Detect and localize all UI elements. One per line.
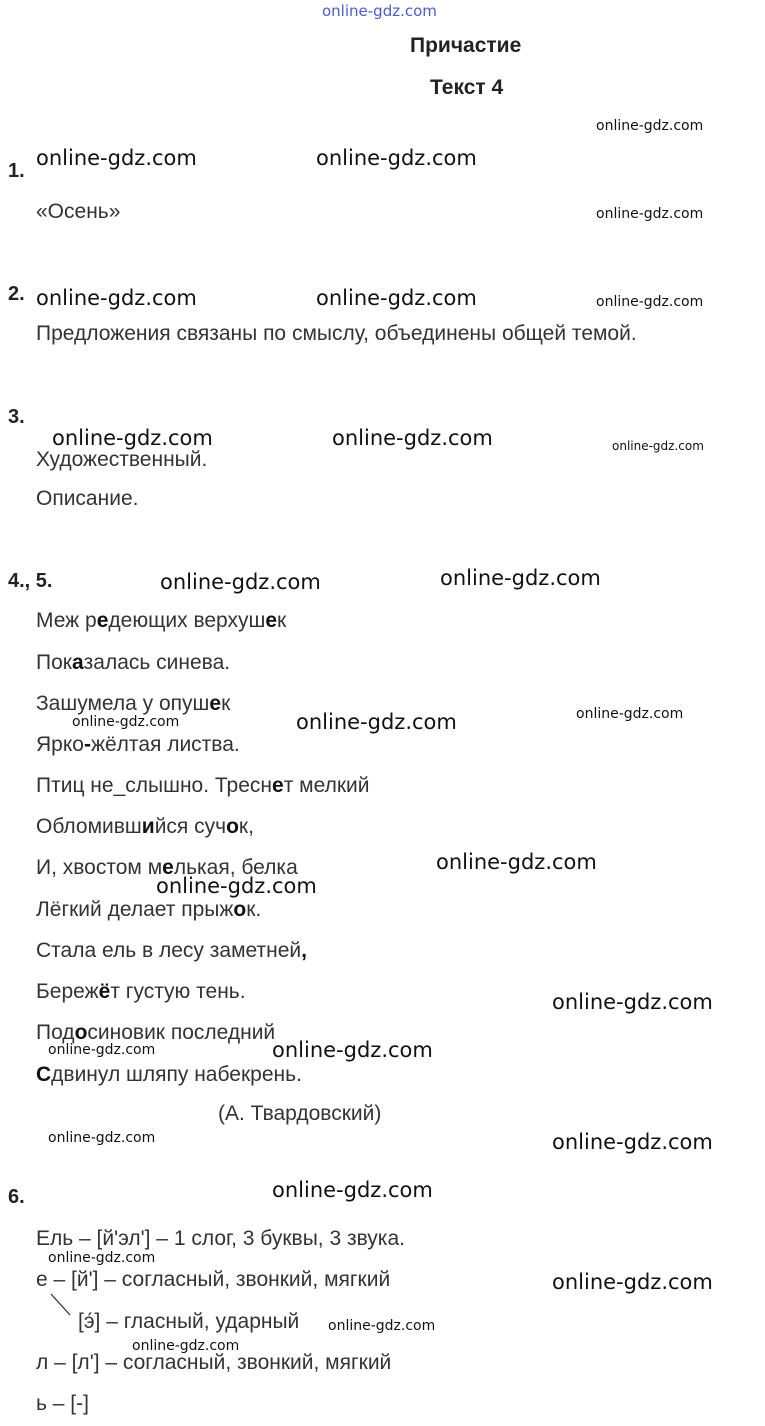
watermark: online-gdz.com — [272, 1178, 433, 1202]
task-2-answer: Предложения связаны по смыслу, объединены общей темой. — [36, 322, 637, 345]
poem-line: Меж редеющих верхушек — [36, 609, 287, 632]
poem-line: И, хвостом мелькая, белка — [36, 856, 298, 879]
task-number-2: 2. — [8, 283, 25, 305]
task-number-6: 6. — [8, 1186, 25, 1208]
watermark: online-gdz.com — [36, 146, 197, 170]
watermark: online-gdz.com — [52, 426, 213, 450]
watermark: online-gdz.com — [36, 286, 197, 310]
poem-line: Сдвинул шляпу набекрень. — [36, 1063, 302, 1086]
watermark: online-gdz.com — [552, 990, 713, 1014]
poem-line: Зашумела у опушек — [36, 692, 231, 715]
phonetic-l: л – [л'] – согласный, звонкий, мягкий — [36, 1351, 392, 1374]
watermark: online-gdz.com — [332, 426, 493, 450]
watermark: online-gdz.com — [552, 1270, 713, 1294]
watermark: online-gdz.com — [296, 710, 457, 734]
poem-author: (А. Твардовский) — [218, 1102, 382, 1125]
task-number-1: 1. — [8, 160, 25, 182]
phonetic-e-consonant: е – [й'] – согласный, звонкий, мягкий — [36, 1268, 391, 1291]
task-number-4-5: 4., 5. — [8, 570, 53, 592]
watermark: online-gdz.com — [272, 1038, 433, 1062]
poem-line: Ярко-жёлтая листва. — [36, 733, 240, 756]
page-title: Причастие — [410, 34, 522, 57]
poem-line: Лёгкий делает прыжок. — [36, 898, 262, 921]
watermark: online-gdz.com — [156, 874, 317, 898]
watermark: online-gdz.com — [132, 1338, 240, 1354]
watermark: online-gdz.com — [596, 206, 704, 222]
watermark: online-gdz.com — [316, 146, 477, 170]
phonetic-e-vowel: [э́] – гласный, ударный — [78, 1310, 300, 1333]
watermark: online-gdz.com — [48, 1042, 156, 1058]
page-subtitle: Текст 4 — [430, 76, 504, 99]
task-3-style: Художественный. — [36, 448, 208, 471]
branch-line — [48, 1292, 74, 1318]
watermark: online-gdz.com — [552, 1130, 713, 1154]
watermark: online-gdz.com — [596, 294, 704, 310]
poem-line: Показалась синева. — [36, 651, 231, 674]
watermark: online-gdz.com — [612, 439, 704, 453]
task-1-answer: «Осень» — [36, 200, 121, 223]
watermark: online-gdz.com — [48, 1130, 156, 1146]
watermark: online-gdz.com — [328, 1318, 436, 1334]
watermark: online-gdz.com — [436, 850, 597, 874]
poem-line: Птиц не_слышно. Треснет мелкий — [36, 774, 370, 797]
poem-line: Стала ель в лесу заметней, — [36, 939, 307, 962]
watermark: online-gdz.com — [596, 118, 704, 134]
site-watermark-top: online-gdz.com — [322, 2, 437, 20]
poem-line: Бережёт густую тень. — [36, 980, 246, 1003]
phonetic-summary: Ель – [й'эл'] – 1 слог, 3 буквы, 3 звука. — [36, 1227, 405, 1250]
watermark: online-gdz.com — [316, 286, 477, 310]
task-number-3: 3. — [8, 406, 25, 428]
watermark: online-gdz.com — [576, 706, 684, 722]
task-3-type: Описание. — [36, 487, 139, 510]
watermark: online-gdz.com — [440, 566, 601, 590]
watermark: online-gdz.com — [72, 714, 180, 730]
watermark: online-gdz.com — [48, 1250, 156, 1266]
phonetic-soft-sign: ь – [-] — [36, 1392, 89, 1415]
poem-line: Подосиновик последний — [36, 1021, 276, 1044]
poem-line: Обломившийся сучок, — [36, 815, 254, 838]
watermark: online-gdz.com — [160, 570, 321, 594]
